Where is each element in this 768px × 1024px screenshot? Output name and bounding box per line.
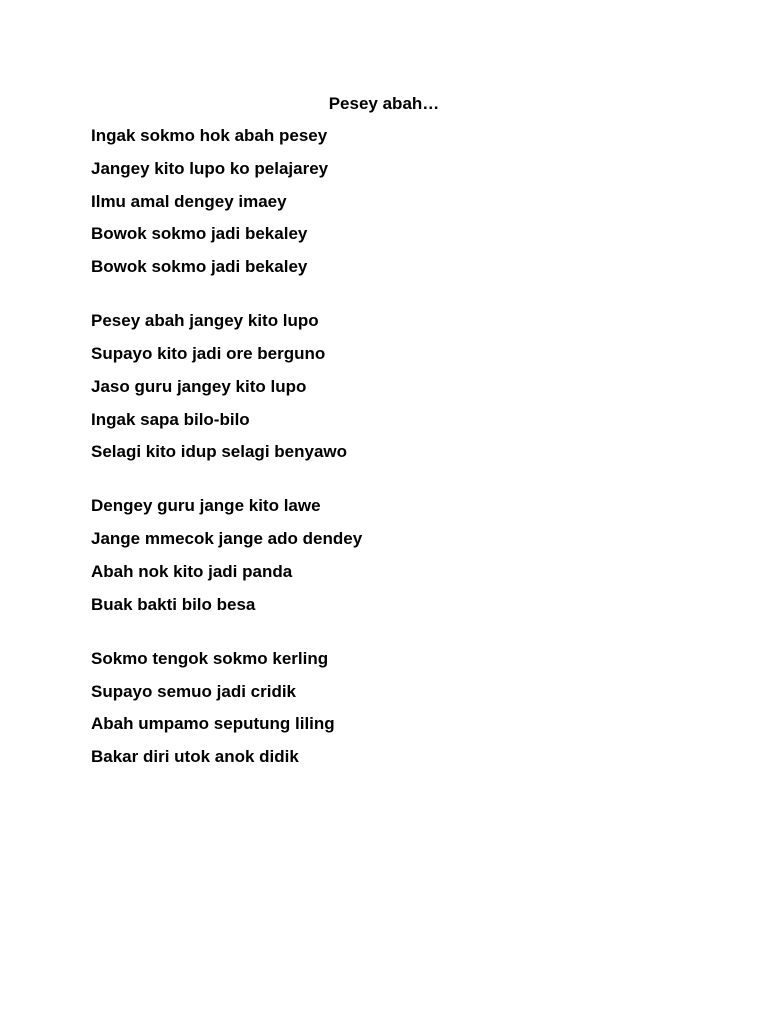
stanza-2 [91,310,731,463]
poem-line: Ilmu amal dengey imaey [91,191,287,211]
stanza-4 [91,648,731,768]
poem-line: Jange mmecok jange ado dendey [91,529,363,549]
poem-line: Pesey abah jangey kito lupo [91,311,319,331]
poem-line: Selagi kito idup selagi benyawo [91,442,348,462]
poem-line: Jangey kito lupo ko pelajarey [91,158,329,178]
poem-title: Pesey abah… [328,94,440,113]
poem-line: Supayo semuo jadi cridik [91,681,297,701]
poem-line: Abah umpamo seputung liling [91,714,335,734]
poem-line: Bakar diri utok anok didik [91,747,299,767]
poem-line: Ingak sokmo hok abah pesey [91,126,328,145]
poem-line: Buak bakti bilo besa [91,594,256,614]
poem-body [91,125,731,800]
poem-line: Bowok sokmo jadi bekaley [91,257,308,277]
poem-line: Sokmo tengok sokmo kerling [91,648,329,668]
poem-line: Dengey guru jange kito lawe [91,496,321,516]
poem-line: Abah nok kito jadi panda [91,561,293,581]
poem-line: Supayo kito jadi ore berguno [91,343,326,363]
poem-line: Jaso guru jangey kito lupo [91,376,307,396]
stanza-3 [91,495,731,615]
poem-line: Bowok sokmo jadi bekaley [91,224,308,244]
stanza-1 [91,125,731,278]
poem-line: Ingak sapa bilo-bilo [91,409,250,429]
